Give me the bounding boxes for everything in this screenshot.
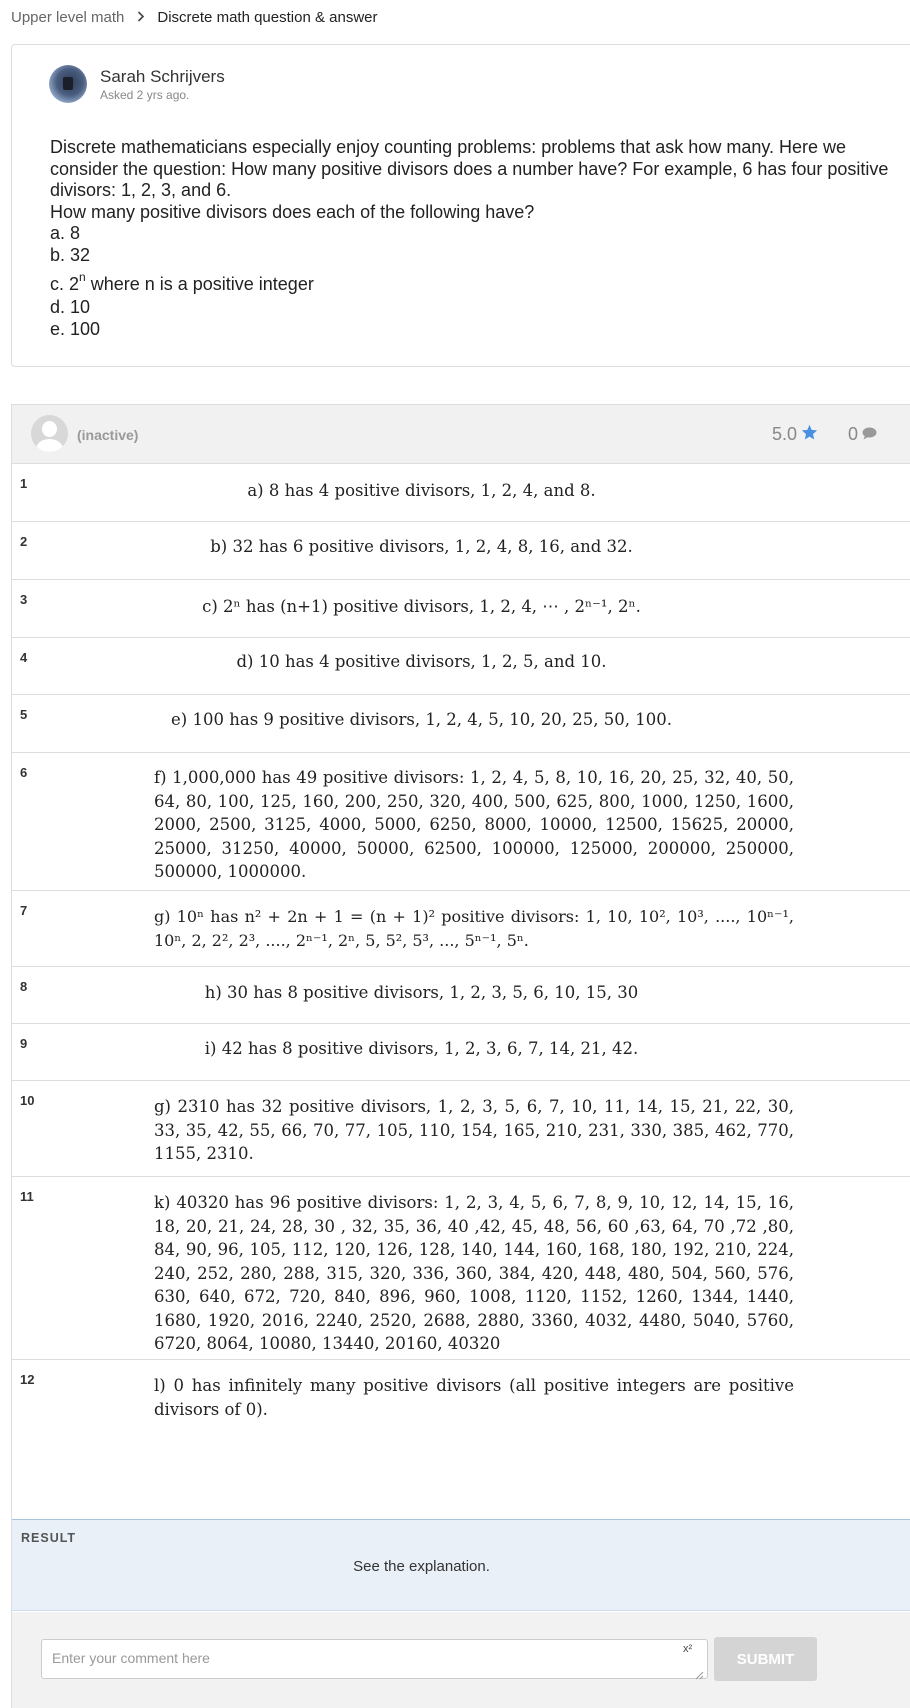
rating-value: 5.0 xyxy=(772,424,798,444)
chevron-right-icon xyxy=(137,9,145,25)
step-number: 9 xyxy=(20,1036,28,1051)
answer-step xyxy=(12,753,910,891)
step-text: e) 100 has 9 positive divisors, 1, 2, 4, 5, 10, 20, 25, 50, 100. xyxy=(171,710,672,729)
resize-handle-icon[interactable] xyxy=(695,1667,704,1676)
question-item-c-exponent: n xyxy=(79,269,86,284)
comment-input[interactable] xyxy=(41,1639,708,1679)
question-item-d: d. 10 xyxy=(50,297,91,318)
question-item-c-rest: where n is a positive integer xyxy=(85,273,314,294)
question-item-a: a. 8 xyxy=(50,223,81,244)
avatar[interactable] xyxy=(49,65,87,103)
comment-bar xyxy=(12,1612,910,1708)
step-number: 1 xyxy=(20,476,28,491)
question-prompt: How many positive divisors does each of the following have? xyxy=(50,201,535,222)
question-timestamp: Asked 2 yrs ago. xyxy=(100,88,190,102)
step-text: b) 32 has 6 positive divisors, 1, 2, 4, 8, 16, and 32. xyxy=(210,537,633,556)
question-intro: Discrete mathematicians especially enjoy counting problems: problems that ask how many. Here we consider the question: How many positive divisors does a number have? For example, 6 has four positive divisors: 1, 2, 3, and 6. xyxy=(50,137,894,201)
step-text: c) 2ⁿ has (n+1) positive divisors, 1, 2, 4, ⋯ , 2ⁿ⁻¹, 2ⁿ. xyxy=(202,597,641,616)
step-number: 6 xyxy=(20,765,28,780)
answer-step xyxy=(12,1360,910,1435)
question-item-b: b. 32 xyxy=(50,244,91,265)
step-number: 12 xyxy=(20,1372,35,1387)
step-text: d) 10 has 4 positive divisors, 1, 2, 5, and 10. xyxy=(236,652,607,671)
step-number: 2 xyxy=(20,534,28,549)
step-text: a) 8 has 4 positive divisors, 1, 2, 4, and 8. xyxy=(247,481,596,500)
step-text: f) 1,000,000 has 49 positive divisors: 1, 2, 4, 5, 8, 10, 16, 20, 25, 32, 40, 50, 64, 80, 100, 125, 160, 200, 250, 320, 400, 500, 625, 800, 1000, 1250, 1600, 2000, 2500, 3125, 4000, 5000, 6250, 8000, 10000, 12500, 15625, 20000, 25000, 31250, 40000, 50000, 62500, 100000, 125000, 200000, 250000, 500000, 1000000. xyxy=(154,768,794,881)
answer-step xyxy=(12,580,910,638)
breadcrumb-current: Discrete math question & answer xyxy=(157,8,378,26)
answer-step xyxy=(12,1177,910,1360)
comment-bubble-icon xyxy=(858,424,877,445)
avatar xyxy=(31,415,68,452)
step-number: 4 xyxy=(20,650,28,665)
result-text: See the explanation. xyxy=(353,1558,490,1575)
breadcrumb-parent-link[interactable]: Upper level math xyxy=(11,8,125,26)
answer-step xyxy=(12,638,910,695)
answer-step xyxy=(12,967,910,1024)
submit-button[interactable]: SUBMIT xyxy=(714,1637,817,1681)
answer-step xyxy=(12,522,910,580)
answer-step xyxy=(12,891,910,967)
step-number: 10 xyxy=(20,1093,35,1108)
step-text: i) 42 has 8 positive divisors, 1, 2, 3, 6, 7, 14, 21, 42. xyxy=(204,1039,639,1058)
step-number: 8 xyxy=(20,979,28,994)
question-author[interactable]: Sarah Schrijvers xyxy=(100,67,225,86)
question-item-e: e. 100 xyxy=(50,318,101,339)
answer-rating[interactable] xyxy=(772,424,818,445)
step-number: 5 xyxy=(20,707,28,722)
result-label: RESULT xyxy=(21,1531,77,1545)
question-item-c-base: c. 2 xyxy=(50,273,80,294)
answer-step xyxy=(12,1081,910,1177)
step-text: k) 40320 has 96 positive divisors: 1, 2, 3, 4, 5, 6, 7, 8, 9, 10, 12, 14, 15, 16, 18, 20, 21, 24, 28, 30 , 32, 35, 36, 40 ,42, 45, 48, 56, 60 ,63, 64, 70 ,72 ,80, 84, 90, 96, 105, 112, 120, 126, 128, 140, 144, 160, 168, 180, 192, 210, 224, 240, 252, 280, 288, 315, 320, 336, 360, 384, 420, 448, 480, 504, 560, 576, 630, 640, 672, 720, 840, 896, 960, 1008, 1120, 1152, 1260, 1344, 1440, 1680, 1920, 2016, 2240, 2520, 2688, 2880, 3360, 4032, 4480, 5040, 5760, 6720, 8064, 10080, 13440, 20160, 40320 xyxy=(154,1193,794,1353)
step-text: g) 2310 has 32 positive divisors, 1, 2, 3, 5, 6, 7, 10, 11, 14, 15, 21, 22, 30, 33, 35, 42, 55, 66, 70, 77, 105, 110, 154, 165, 210, 231, 330, 385, 462, 770, 1155, 2310. xyxy=(154,1097,794,1163)
breadcrumb xyxy=(11,7,378,27)
answer-comments[interactable] xyxy=(848,424,877,445)
answer-step xyxy=(12,1024,910,1081)
question-card xyxy=(11,44,910,367)
step-text: l) 0 has infinitely many positive divisors (all positive integers are positive divisors of 0). xyxy=(154,1376,794,1419)
star-icon xyxy=(797,424,818,445)
step-text: h) 30 has 8 positive divisors, 1, 2, 3, 5, 6, 10, 15, 30 xyxy=(204,983,639,1002)
question-item-c xyxy=(50,269,900,296)
comment-count: 0 xyxy=(848,424,859,444)
step-number: 11 xyxy=(20,1189,34,1204)
question-body xyxy=(50,137,900,340)
answer-card xyxy=(11,404,910,1708)
answer-author: (inactive) xyxy=(77,427,139,443)
superscript-icon[interactable]: x² xyxy=(683,1643,693,1655)
step-number: 7 xyxy=(20,903,28,918)
answer-header xyxy=(12,405,910,464)
answer-step xyxy=(12,464,910,522)
step-number: 3 xyxy=(20,592,28,607)
result-panel xyxy=(12,1519,910,1611)
step-text: g) 10ⁿ has n² + 2n + 1 = (n + 1)² positive divisors: 1, 10, 10², 10³, ...., 10ⁿ⁻¹, 10ⁿ, 2, 2², 2³, ...., 2ⁿ⁻¹, 2ⁿ, 5, 5², 5³, ..., 5ⁿ⁻¹, 5ⁿ. xyxy=(154,907,794,950)
answer-step xyxy=(12,695,910,753)
